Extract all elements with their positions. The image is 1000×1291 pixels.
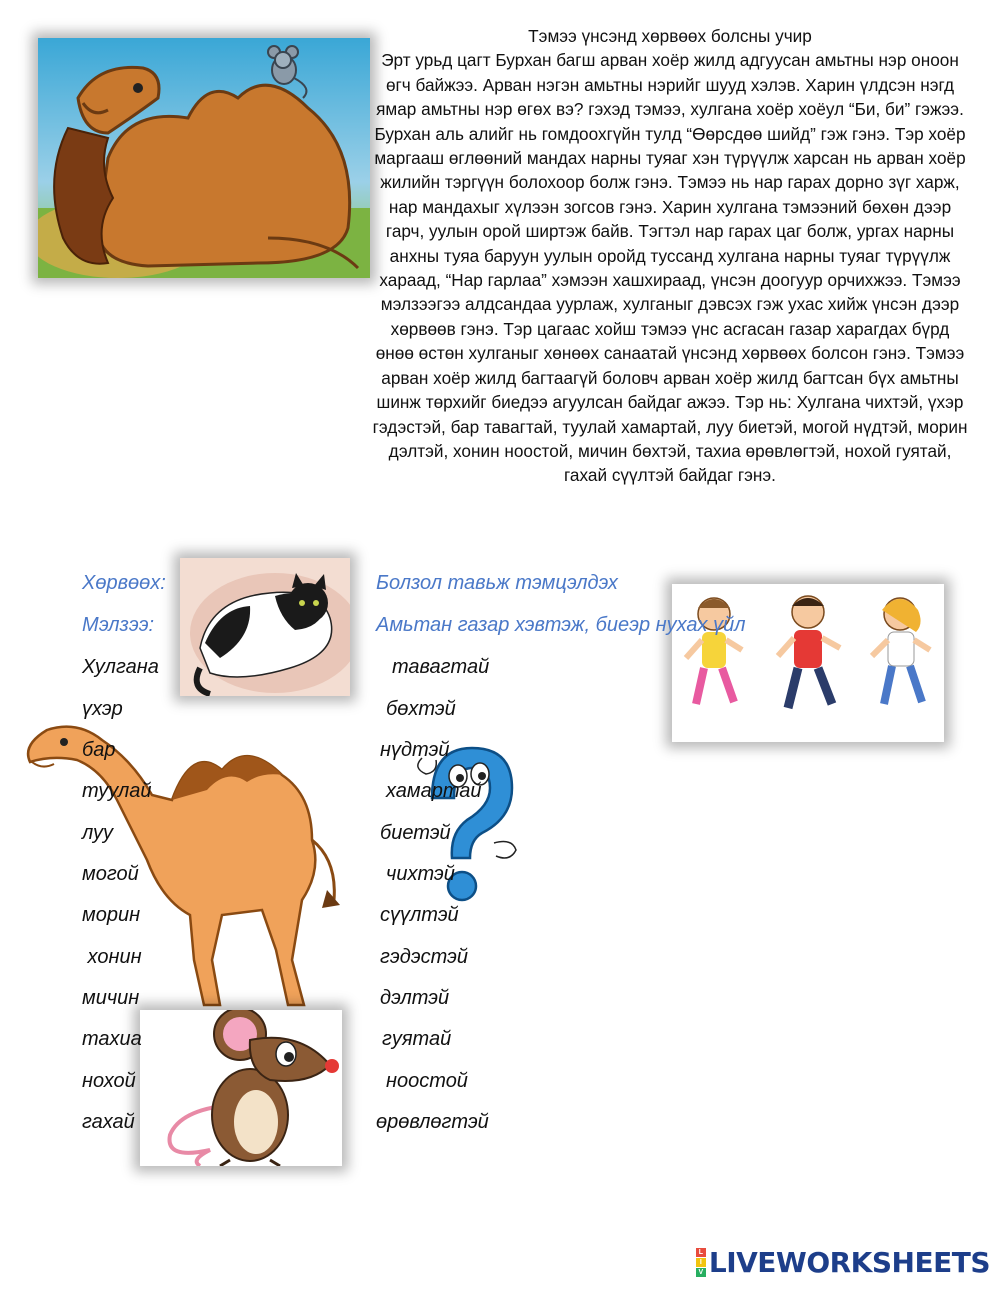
trait-8: гэдэстэй bbox=[380, 946, 468, 968]
animal-5: луу bbox=[82, 822, 114, 844]
camel-mouse-icon bbox=[38, 38, 370, 278]
story-body: Эрт урьд цагт Бурхан багш арван хоёр жилд адгуусан амьтны нэр оноон өгч байжээ. Арван нэгэн амьтны нэрийг шууд хэлэв. Харин үлдсэн нэгд ямар амьтны нэр өгөх вэ? гэхэд тэмээ, хулгана хоёр хоёул “Би, би” гэжээ. Бурхан аль алийг нь гомдоохгүйн тулд “Өөрсдөө шийд” гэж гэнэ. Тэр хоёр маргааш өглөөний мандах нарны туяаг хэн түрүүлж харсан нь арван хоёр жилийн тэргүүн болохоор болж гэнэ. Тэмээ нь нар гарах дорно зүг харж, нар мандахыг хүлээн зогсов гэнэ. Харин хулгана тэмээний бөхөн дээр гарч, уулын орой ширтэж байв. Тэгтэл нар гарах цаг болж, ургах нарны анхны туяа баруун уулын оройд туссанд хулгана нарны туяаг түрүүлж хараад, “Нар гарлаа” хэмээн хашхираад, үнсэн доогуур орчихжээ. Тэмээ мэлзээгээ алдсандаа уурлаж, хулганыг дэвсэх гэж ухас хийж үнсэн дээр хөрвөөв гэнэ. Тэр цагаас хойш тэмээ үнс асгасан газар харагдах бүрд өнөө өстөн хулганыг хөнөөх санаатай үнсэнд хөрвөөх болсон гэнэ. Тэмээ арван хоёр жилд багтаагүй боловч арван хоёр жилд багтсан бүх амьтны шинж төрхийг биедээ агуулсан байдаг ажээ. Тэр нь: Хулгана чихтэй, үхэр гэдэстэй, бар тавагтай, туулай хамартай, луу биетэй, могой нүдтэй, морин дэлтэй, хонин ноостой, мичин бөхтэй, тахиа өрөвлөгтэй, нохой гуятай, гахай сүүлтэй байдаг гэнэ. bbox=[372, 50, 968, 486]
story-title: Тэмээ үнсэнд хөрвөөх болсны учир bbox=[528, 26, 812, 46]
definition-term-1: Хөрвөөх: bbox=[82, 572, 166, 594]
trait-10: гуятай bbox=[382, 1028, 452, 1050]
story-block bbox=[370, 24, 970, 488]
trait-12: өрөвлөгтэй bbox=[376, 1111, 489, 1133]
children-photo bbox=[672, 584, 944, 742]
definition-term-2: Мэлзээ: bbox=[82, 614, 155, 636]
mouse-photo bbox=[140, 1010, 342, 1166]
trait-9: дэлтэй bbox=[380, 987, 450, 1009]
logo-block-l: L bbox=[696, 1248, 706, 1257]
animal-12: гахай bbox=[82, 1111, 135, 1133]
trait-6: чихтэй bbox=[386, 863, 455, 885]
trait-1: тавагтай bbox=[392, 656, 490, 678]
animal-1: Хулгана bbox=[82, 656, 159, 678]
logo-block-i: I bbox=[696, 1258, 706, 1267]
logo-blocks-icon bbox=[696, 1248, 706, 1277]
camel-illustration bbox=[22, 700, 352, 1020]
animal-8: хонин bbox=[82, 946, 142, 968]
cat-photo bbox=[180, 558, 350, 696]
animal-2: үхэр bbox=[82, 698, 123, 720]
animal-10: тахиа bbox=[82, 1028, 142, 1050]
trait-3: нүдтэй bbox=[380, 739, 450, 761]
animal-4: туулай bbox=[82, 780, 152, 802]
cat-icon bbox=[180, 558, 350, 696]
camel-mouse-illustration bbox=[38, 38, 370, 278]
trait-7: сүүлтэй bbox=[380, 904, 459, 926]
trait-11: ноостой bbox=[386, 1070, 468, 1092]
trait-5: биетэй bbox=[380, 822, 451, 844]
trait-2: бөхтэй bbox=[386, 698, 456, 720]
brand-name: LIVEWORKSHEETS bbox=[708, 1246, 990, 1279]
animal-11: нохой bbox=[82, 1070, 136, 1092]
animal-9: мичин bbox=[82, 987, 140, 1009]
animal-7: морин bbox=[82, 904, 141, 926]
trait-4: хамартай bbox=[386, 780, 482, 802]
camel-icon bbox=[22, 700, 352, 1020]
logo-block-v: V bbox=[696, 1268, 706, 1277]
running-children-icon bbox=[672, 584, 944, 742]
definition-meaning-1: Болзол тавьж тэмцэлдэх bbox=[376, 572, 618, 594]
mouse-icon bbox=[140, 1010, 342, 1166]
animal-6: могой bbox=[82, 863, 139, 885]
definition-meaning-2: Амьтан газар хэвтэж, биеэр нухах үйл bbox=[376, 614, 746, 636]
animal-3: бар bbox=[82, 739, 116, 761]
liveworksheets-logo[interactable] bbox=[696, 1246, 990, 1279]
